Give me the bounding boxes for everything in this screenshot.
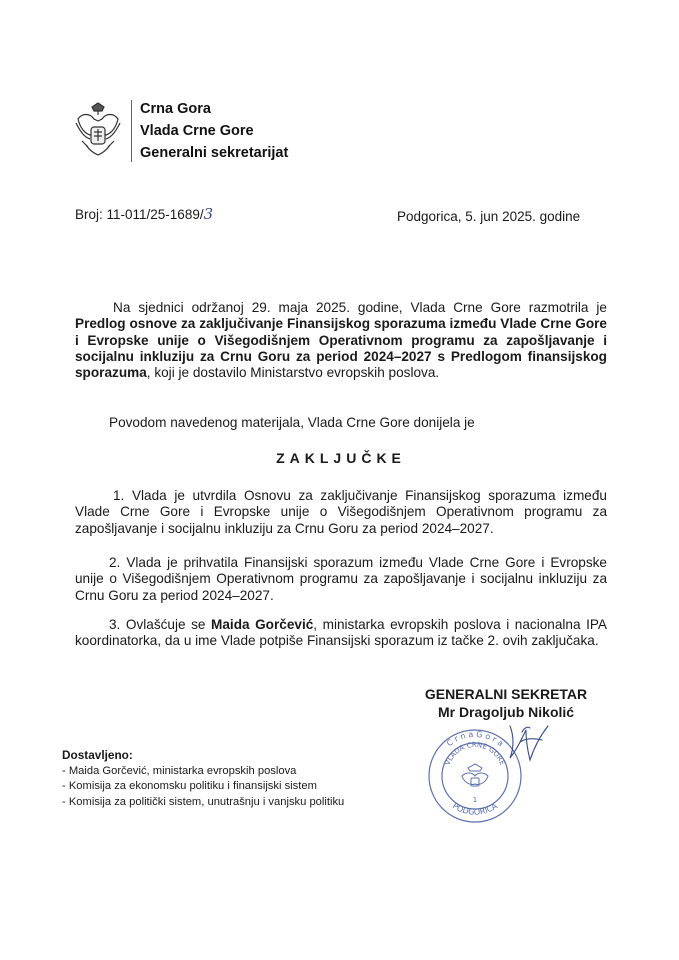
coat-of-arms-icon [72,101,124,159]
signatory-name: Mr Dragoljub Nikolić [437,704,575,720]
conclusion-2-text: 2. Vlada je prihvatila Finansijski sporazum između Vlade Crne Gore i Evropske unije o Višegodišnjem Operativnom programu za zapošljavanje i socijalnu inkluziju za Crnu Goru za period 2024–2027. [75,555,607,603]
signatory-title: GENERALNI SEKRETAR [424,686,588,702]
list-item: - Komisija za politički sistem, unutrašnju i vanjsku politiku [62,795,345,808]
list-item: - Komisija za ekonomsku politiku i finansijski sistem [62,780,317,792]
stamp-emblem-icon [462,764,488,786]
stamp-inner-text: VLADA CRNE GORE [443,740,507,767]
stamp-bottom-text: PODGORICA [450,801,500,817]
header-divider [131,100,132,162]
list-item: - Maida Gorčević, ministarka evropskih poslova [62,764,297,777]
paragraph-intro-subject: Predlog osnove za zaključivanje Finansijskog sporazuma između Vlade Crne Gore i Evropske unije o Višegodišnjem Operativnom programu za zapošljavanje i socijalnu inkluziju za Crnu Goru za period 2024–2027 s Predlogom finansijskog sporazuma [75,316,607,381]
conclusion-1-text: 1. Vlada je utvrdila Osnovu za zaključivanje Finansijskog sporazuma između Vlade Crne Gore i Evropske unije o Višegodišnjem Operativnom programu za zapošljavanje i socijalnu inkluziju za Crnu Goru za period 2024–2027. [75,488,607,536]
organization-block [140,98,288,164]
reference-number [75,205,213,224]
stamp-outer-text: C r n a G o r a [445,729,506,749]
paragraph-decision: Povodom navedenog materijala, Vlada Crne Gore donijela je [109,415,475,430]
conclusion-item [75,617,607,650]
org-government: Vlada Crne Gore [140,123,254,139]
conclusions-heading: ZAKLJUČKE [276,450,406,466]
conclusion-3-tail: , ministarka evropskih poslova i nacionalna IPA koordinatorka, da u ime Vlade potpiše Finansijski sporazum iz tačke 2. ovih zaključaka. [75,617,608,649]
stamp-number: 1 [472,796,478,804]
document-date: Podgorica, 5. jun 2025. godine [397,209,581,224]
distribution-list [62,748,344,810]
org-secretariat: Generalni sekretarijat [140,145,289,161]
conclusion-item [75,555,607,604]
conclusion-3-lead: 3. Ovlašćuje se [109,617,212,632]
reference-number-label: Broj: 11-011/25-1689/ [75,207,204,222]
conclusion-3-name: Maida Gorčević [211,617,314,632]
conclusion-item [75,488,607,537]
handwritten-signature [500,718,560,768]
distribution-title: Dostavljeno: [62,748,133,762]
paragraph-intro-tail: , koji je dostavilo Ministarstvo evropskih poslova. [146,365,440,381]
reference-number-handwritten: 3 [203,205,214,223]
org-country: Crna Gora [140,101,211,117]
paragraph-intro [75,300,607,381]
paragraph-intro-lead: Na sjednici održanoj 29. maja 2025. godine, Vlada Crne Gore razmotrila je [113,300,607,315]
